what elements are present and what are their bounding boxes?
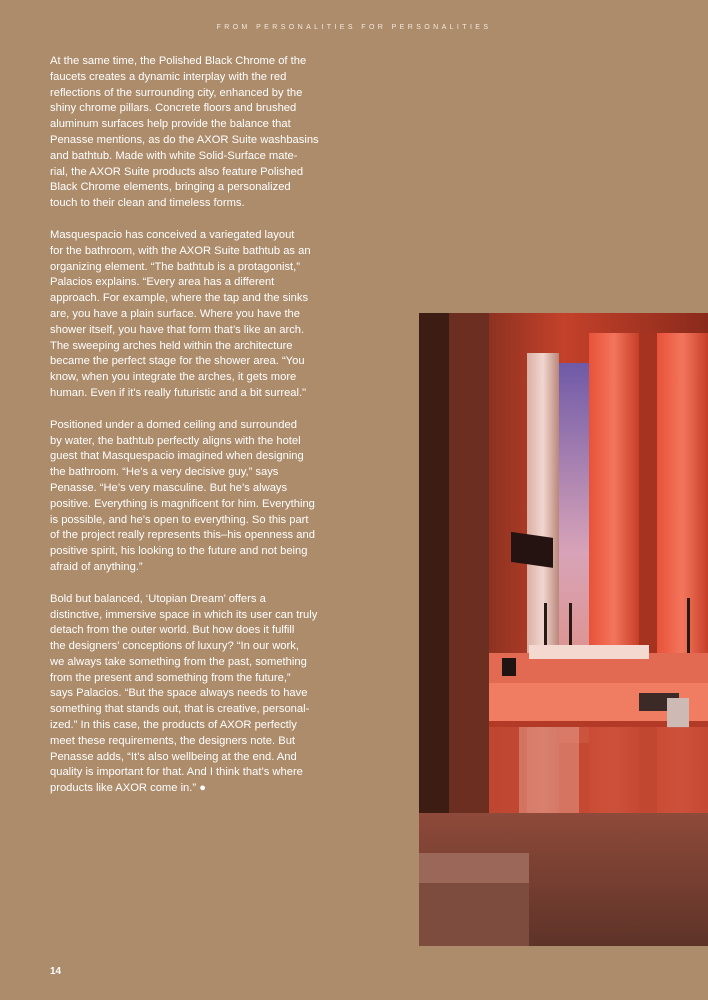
bathroom-photo <box>419 313 708 946</box>
paragraph-1: At the same time, the Polished Black Chrome of the faucets creates a dynamic interplay with the red reflections of the surrounding city, enhanced by the shiny chrome pillars. Concrete floors and brushed aluminum surfaces help provide the balance that Penasse mentions, as do the AXOR Suite washbasins and bathtub. Made with white Solid-Surface mate- rial, the AXOR Suite products also feature Polished Black Chrome elements, bringing a personalized touch to their clean and timeless forms. <box>50 55 319 210</box>
paragraph-4: Bold but balanced, ‘Utopian Dream’ offers a distinctive, immersive space in which its user can truly detach from the outer world. But how does it fulfill the designers’ conceptions of luxury? “In our work, we always take something from the past, something from the present and something from the future,” says Palacios. “But the space always needs to have something that stands out, that is creative, personal- ized.” In this case, the products of AXOR perfectly meet these requirements, the designers note. But Penasse adds, “It’s also wellbeing at the end. And quality is important for that. And I think that’s where products like AXOR come in.” ● <box>50 592 318 795</box>
paragraph-3: Positioned under a domed ceiling and surrounded by water, the bathtub perfectly aligns with the hotel guest that Masquespacio imagined when designing the bathroom. “He’s a very decisive guy,” says Penasse. “He’s very masculine. But he’s always positive. Everything is magnificent for him. Everything is possible, and he’s open to everything. So this part of the project really represents this–his openness and positive spirit, his looking to the future and not being afraid of anything.” <box>50 418 315 573</box>
article-body <box>50 54 332 813</box>
page-number: 14 <box>50 966 62 977</box>
paragraph-2: Masquespacio has conceived a variegated layout for the bathroom, with the AXOR Suite bathtub as an organizing element. “The bathtub is a protagonist,” Palacios explains. “Every area has a different approach. For example, where the tap and the sinks are, you have a plain surface. Where you have the shower itself, you have that form that’s like an arch. The sweeping arches held within the architecture became the perfect stage for the shower area. “You know, when you integrate the arches, it gets more human. Even if it's really futuristic and a bit surreal." <box>50 228 311 399</box>
running-header: FROM PERSONALITIES FOR PERSONALITIES <box>216 24 492 31</box>
